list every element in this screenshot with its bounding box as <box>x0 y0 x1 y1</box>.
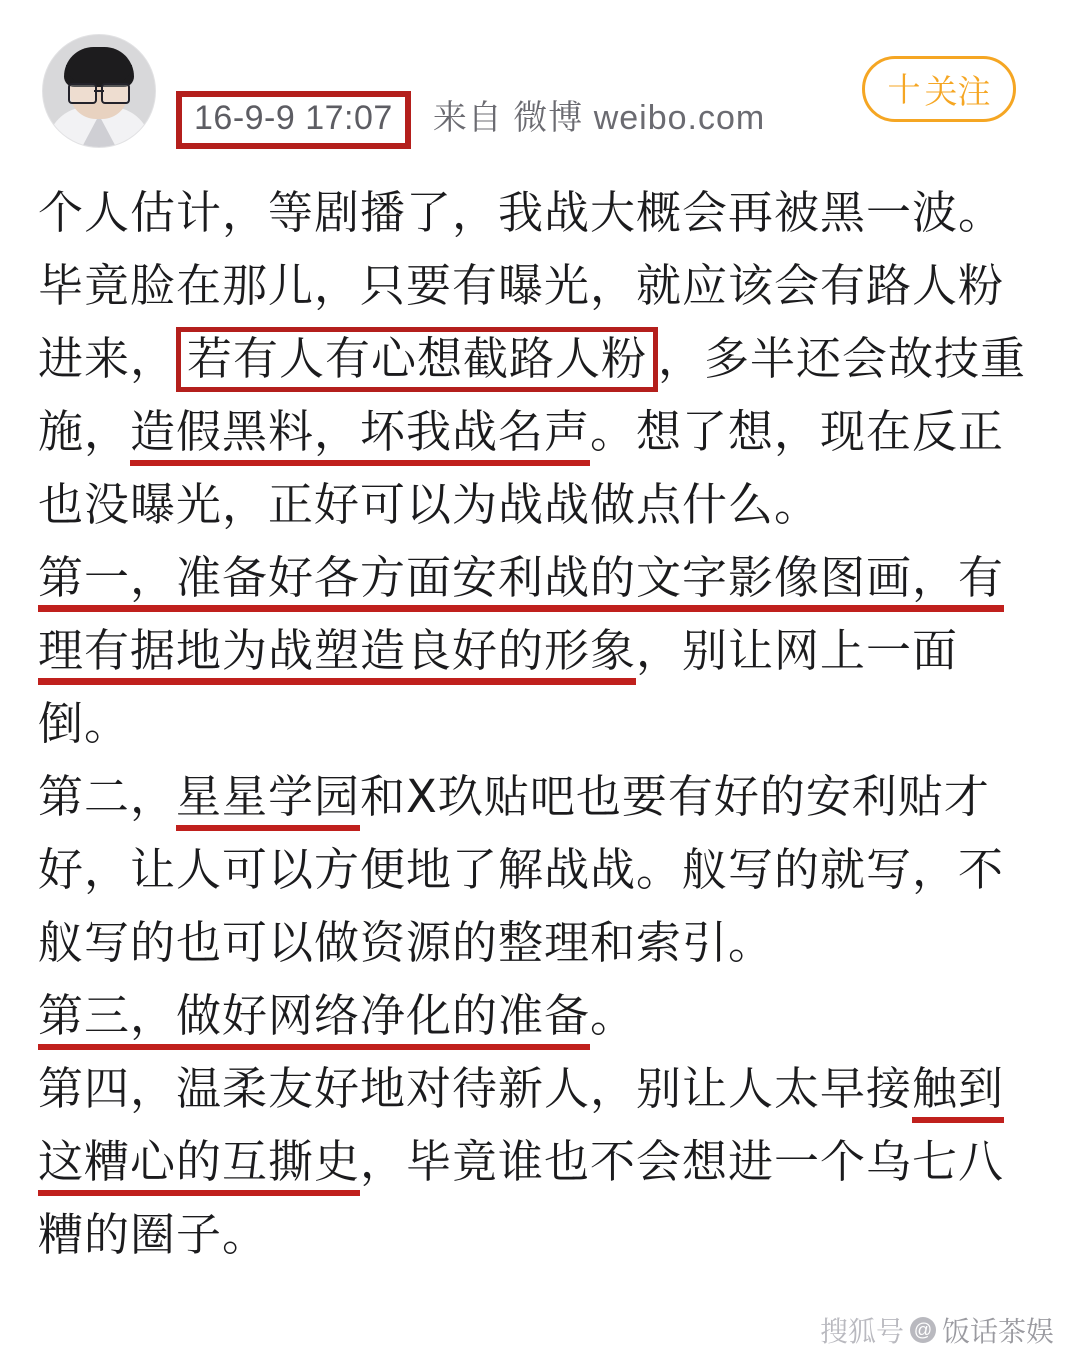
avatar-fringe <box>66 65 132 83</box>
underlined-text: 触到这糟心的互撕史 <box>38 1062 1004 1196</box>
follow-button-label: 关注 <box>924 72 991 110</box>
plus-icon: 十 <box>887 70 921 108</box>
watermark-account: 饭话茶娱 <box>941 1316 1054 1347</box>
post-paragraph <box>38 1052 1046 1271</box>
glasses-bridge <box>94 90 104 92</box>
watermark-platform: 搜狐号 <box>819 1316 904 1347</box>
source-name-label: 微博 <box>513 99 584 137</box>
post-paragraph <box>38 176 1046 541</box>
timestamp-highlight-box <box>176 91 411 149</box>
glasses-lens-left <box>68 83 97 104</box>
text-segment: 第四，温柔友好地对待新人，别让人太早接 <box>38 1062 913 1115</box>
source-link[interactable]: weibo.com <box>593 99 766 137</box>
post-header <box>30 28 1050 160</box>
text-segment: 和X玖贴吧也要有好的安利贴才好，让人可以方便地了解战战。舣写的就写，不舣写的也可以做资源的整理和索引。 <box>38 770 1005 969</box>
text-segment: 第二， <box>38 770 177 823</box>
post-paragraph <box>38 979 1046 1052</box>
post-timestamp: 16-9-9 17:07 <box>194 99 393 137</box>
text-segment: ，多半还会故技重施， <box>38 332 1027 458</box>
avatar[interactable] <box>42 34 156 148</box>
underlined-text: 星星学园 <box>176 770 360 831</box>
text-segment: 个人估计，等剧播了，我战大概会再被黑一波。毕竟脸在那儿，只要有曝光，就应该会有路人粉进来， <box>38 186 1005 385</box>
source-prefix-label: 来自 <box>432 99 503 137</box>
post-source <box>433 90 765 139</box>
text-segment: 。 <box>590 989 637 1042</box>
highlighted-text-box: 若有人有心想截路人粉 <box>176 327 658 392</box>
text-segment: ，别让网上一面倒。 <box>38 624 959 750</box>
watermark <box>820 1310 1054 1350</box>
glasses-lens-right <box>101 83 130 104</box>
underlined-text: 第一，准备好各方面安利战的文字影像图画，有理有据地为战塑造良好的形象 <box>38 551 1004 685</box>
follow-button[interactable] <box>862 56 1016 122</box>
post-content <box>38 176 1046 1271</box>
post-meta <box>176 90 765 149</box>
underlined-text: 造假黑料，坏我战名声 <box>130 405 590 466</box>
post-paragraph <box>38 760 1046 979</box>
glasses-icon <box>68 83 130 100</box>
text-segment: ，毕竟谁也不会想进一个乌七八糟的圈子。 <box>38 1135 1005 1261</box>
post-paragraph <box>38 541 1046 760</box>
at-icon: @ <box>910 1317 936 1343</box>
underlined-text: 第三，做好网络净化的准备 <box>38 989 590 1050</box>
text-segment: 。想了想，现在反正也没曝光，正好可以为战战做点什么。 <box>38 405 1005 531</box>
